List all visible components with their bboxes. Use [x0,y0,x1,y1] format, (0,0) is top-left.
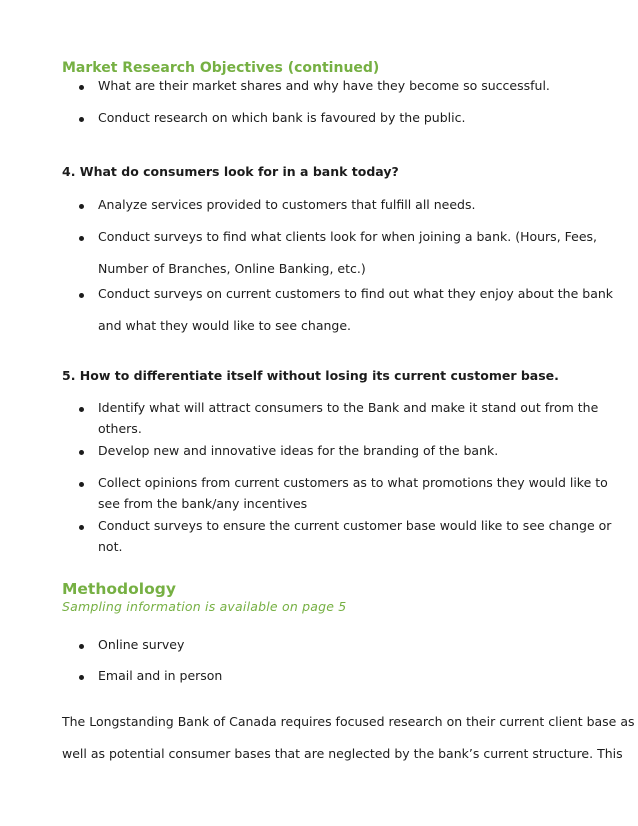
list-item: Email and in person [98,668,223,683]
list-item-continuation: see from the bank/any incentives [98,496,308,511]
list-item: Conduct surveys to find what clients look for when joining a bank. (Hours, Fees, [98,229,598,244]
list-item: Conduct research on which bank is favoured by the public. [98,110,466,125]
list-item-continuation: and what they would like to see change. [98,318,351,333]
bullet-icon [79,407,84,412]
body-paragraph-line: well as potential consumer bases that are neglected by the bank’s current structure. This [62,746,623,761]
bullet-icon [79,482,84,487]
list-item: Analyze services provided to customers that fulfill all needs. [98,197,476,212]
list-item: Online survey [98,637,185,652]
bullet-icon [79,236,84,241]
list-item: Identify what will attract consumers to the Bank and make it stand out from the [98,400,599,415]
bullet-icon [79,117,84,122]
bullet-icon [79,293,84,298]
list-item: Develop new and innovative ideas for the branding of the bank. [98,443,499,458]
list-item: What are their market shares and why have they become so successful. [98,78,550,93]
bullet-icon [79,204,84,209]
bullet-icon [79,450,84,455]
bullet-icon [79,644,84,649]
bullet-icon [79,525,84,530]
q5-heading: 5. How to differentiate itself without losing its current customer base. [62,368,559,383]
bullet-icon [79,85,84,90]
list-item-continuation: others. [98,421,142,436]
list-item-continuation: not. [98,539,123,554]
q4-heading: 4. What do consumers look for in a bank today? [62,164,399,179]
list-item: Collect opinions from current customers as to what promotions they would like to [98,475,608,490]
list-item: Conduct surveys on current customers to find out what they enjoy about the bank [98,286,614,301]
body-paragraph-line: The Longstanding Bank of Canada requires focused research on their current client base as [62,714,635,729]
bullet-icon [79,675,84,680]
methodology-subtitle: Sampling information is available on page 5 [62,599,347,614]
list-item-continuation: Number of Branches, Online Banking, etc.) [98,261,366,276]
methodology-heading: Methodology [62,580,176,598]
list-item: Conduct surveys to ensure the current customer base would like to see change or [98,518,612,533]
objectives-heading: Market Research Objectives (continued) [62,60,380,76]
